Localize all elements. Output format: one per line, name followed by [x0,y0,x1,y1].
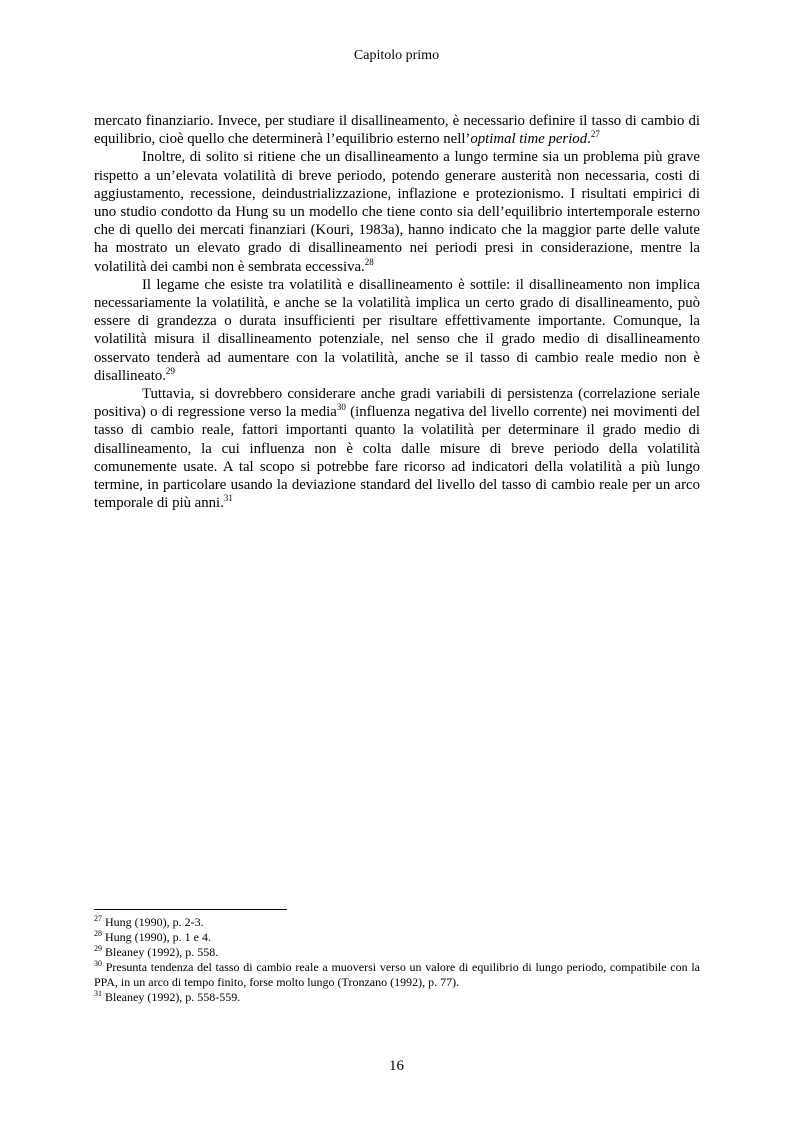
paragraph [94,385,700,512]
footnote [94,915,700,930]
body-text [94,112,700,512]
footnote-number: 28 [94,929,102,938]
footnote-number: 31 [94,989,102,998]
footnote-ref: 31 [223,493,233,504]
footnote-text: Hung (1990), p. 2-3. [105,915,204,929]
footnote-text: Bleaney (1992), p. 558. [105,945,219,959]
footnote-text: Presunta tendenza del tasso di cambio reale a muoversi verso un valore di equilibrio di lungo periodo, compatibile con la PPA, in un arco di tempo finito, forse molto lungo (Tronzano (1992), p. 77). [94,960,701,989]
page-number: 16 [389,1058,404,1074]
footnote-number: 29 [94,944,102,953]
paragraph [94,112,700,148]
footnote [94,945,700,960]
text: (influenza negativa del livello corrente) nei movimenti del tasso di cambio reale, fattori importanti quanto la volatilità per determinare il grado medio di disallineamento, la cui influenza non è colta dalle misure di breve periodo della volatilità comunemente usate. A tal scopo si potrebbe fare ricorso ad indicatori della volatilità a più lungo termine, in particolare usando la deviazione standard del livello del tasso di cambio reale per un arco temporale di più anni. [94,404,700,512]
text: mercato finanziario. Invece, per studiare il disallineamento, è necessario definire il tasso di cambio di equilibrio, cioè quello che determinerà l’equilibrio esterno nell’ [94,113,700,148]
text: Inoltre, di solito si ritiene che un disallineamento a lungo termine sia un problema più grave rispetto a un’elevata volatilità di breve periodo, potendo generare austerità non necessaria, costi di aggiustamento, recessione, deindustrializzazione, inflazione e protezionismo. I risultati empirici di uno studio condotto da Hung su un modello che tiene conto sia dell’equilibrio intertemporale esterno che di quello dei mercati finanziari (Kouri, 1983a), hanno indicato che la maggior parte delle valute ha mostrato un elevato grado di disallineamento nei periodi presi in considerazione, mentre la volatilità dei cambi non è sembrata eccessiva. [94,149,700,275]
text: Tuttavia, si dovrebbero considerare anche gradi variabili di persistenza (correlazione seriale positiva) o di regressione verso la media [94,386,700,421]
text: . [587,131,591,148]
text: Il legame che esiste tra volatilità e disallineamento è sottile: il disallineamento non implica necessariamente la volatilità, e anche se la volatilità implica un certo grado di disallineamento, può essere di grandezza o durata insufficienti per risultare effettivamente importante. Comunque, la volatilità misura il disallineamento potenziale, nel senso che il grado medio di disallineamento osservato tenderà ad aumentare con la volatilità, anche se il tasso di cambio reale medio non è disallineato. [94,276,700,384]
footnote-ref: 28 [364,256,374,267]
footnote-ref: 30 [336,402,346,413]
footnote-number: 30 [94,959,102,968]
footnotes [94,915,700,1005]
running-header: Capitolo primo [353,48,440,63]
footnote-ref: 27 [590,129,600,140]
italic-term: optimal time period [470,131,588,148]
footnote-text: Bleaney (1992), p. 558-559. [105,990,241,1004]
footnote-separator [94,909,287,910]
footnote-ref: 29 [165,365,175,376]
paragraph [94,276,700,385]
footnote-number: 27 [94,914,102,923]
footnote [94,960,700,990]
footnote-text: Hung (1990), p. 1 e 4. [105,930,211,944]
paragraph [94,148,700,275]
footnote [94,930,700,945]
footnote [94,990,700,1005]
